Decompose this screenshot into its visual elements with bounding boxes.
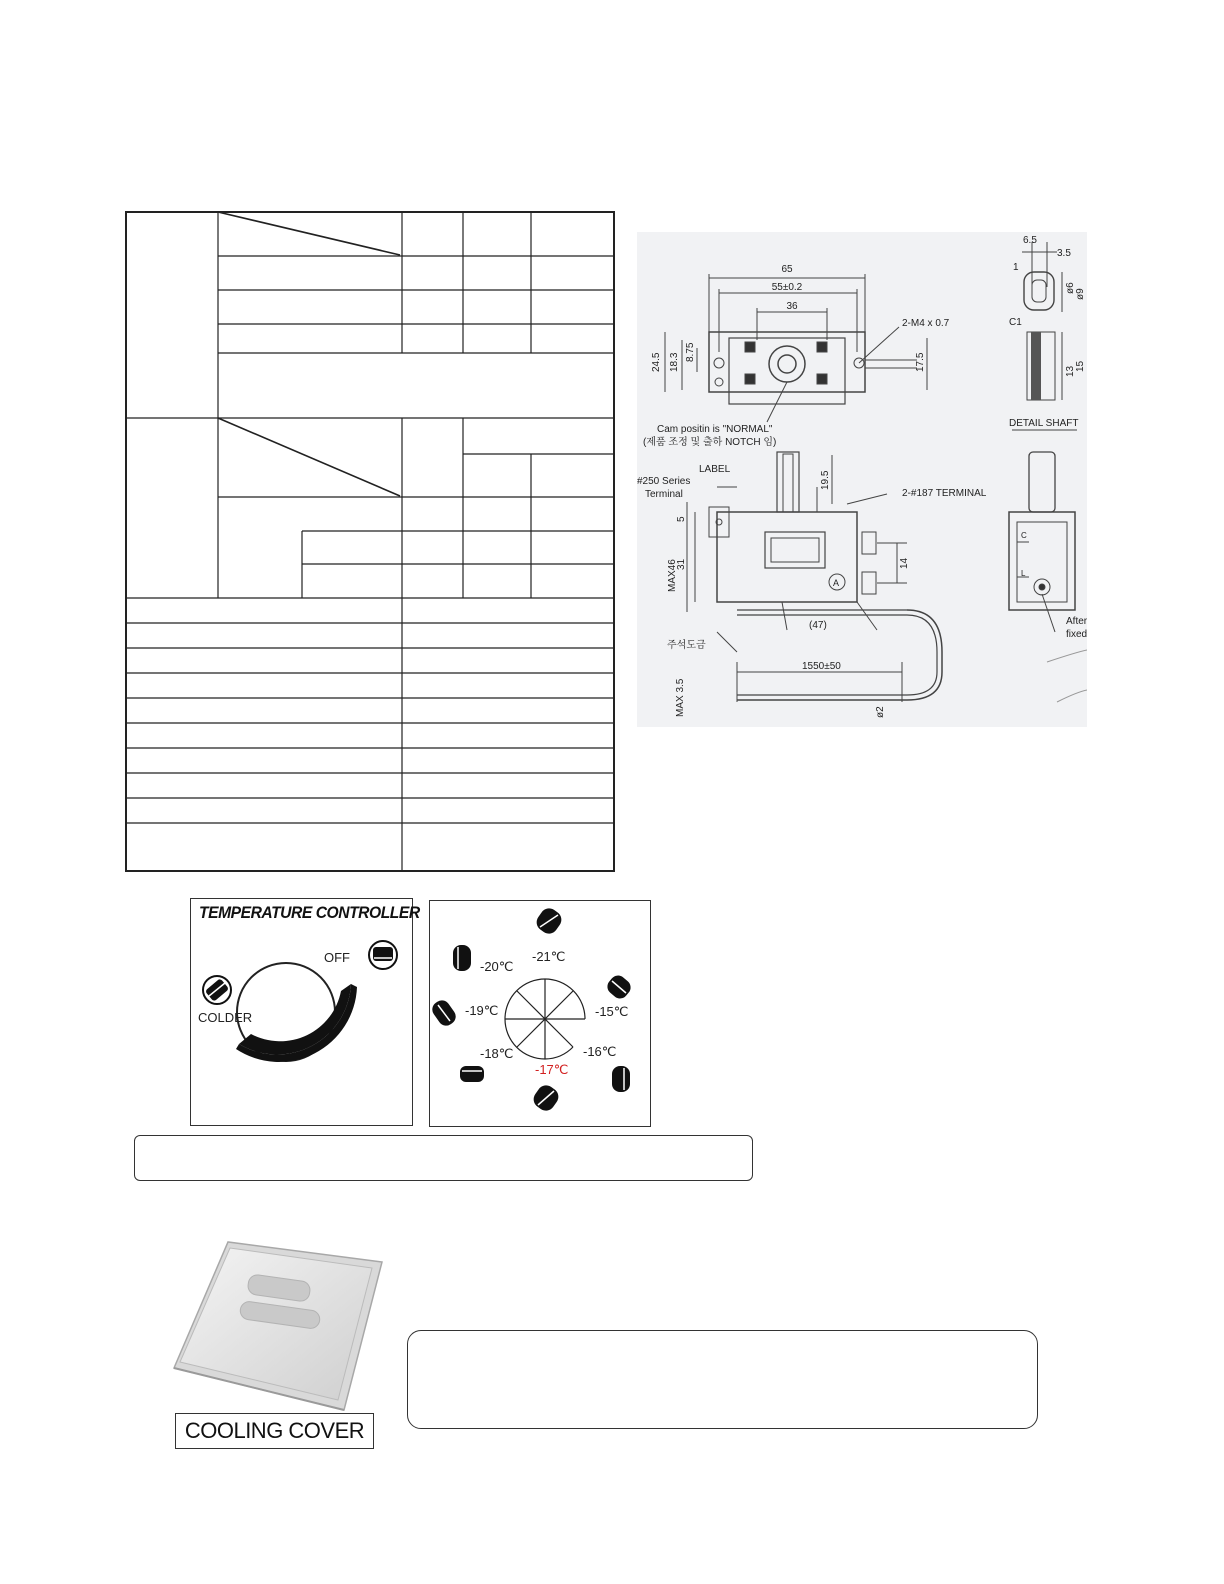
temp-label-minus18: -18℃ <box>480 1046 514 1061</box>
knob-icon-lower-right <box>612 1066 630 1092</box>
note-box-cooling-cover <box>407 1330 1038 1429</box>
detail-shaft-label: DETAIL SHAFT <box>1009 418 1079 429</box>
dim-55: 55±0.2 <box>771 282 803 293</box>
colder-label: COLDER <box>198 1010 253 1025</box>
dim-1: 1 <box>1013 262 1019 273</box>
series-terminal-line1: #250 Series <box>637 476 691 487</box>
dim-max3-5: MAX 3.5 <box>675 678 686 717</box>
terminal-187-label: 2-#187 TERMINAL <box>902 488 987 499</box>
dim-47: (47) <box>809 620 827 631</box>
dim-65: 65 <box>781 264 793 275</box>
dim-15: 15 <box>1075 360 1086 372</box>
temperature-controller-panel <box>190 898 420 1126</box>
label-callout: LABEL <box>699 464 731 475</box>
dim-17-5: 17.5 <box>915 352 926 372</box>
terminal-c: C <box>1021 531 1027 540</box>
dim-8-75: 8.75 <box>685 342 696 362</box>
series-terminal-line2: Terminal <box>645 489 683 500</box>
notch-note: (제품 조정 및 출하 NOTCH 임) <box>643 437 777 448</box>
dim-3-5: 3.5 <box>1057 248 1071 259</box>
dim-phi2: ø2 <box>875 706 886 718</box>
dim-phi9: ø9 <box>1075 288 1086 300</box>
screw-label: 2-M4 x 0.7 <box>902 318 950 329</box>
dim-c1: C1 <box>1009 317 1022 328</box>
korean-note: 주석도금 <box>667 640 706 651</box>
knob-icon-left <box>430 997 459 1029</box>
knob-icon-bottom <box>530 1082 562 1114</box>
dial-settings-panel <box>429 900 651 1127</box>
controller-dial-graphic <box>191 899 414 1127</box>
cam-note: Cam positin is "NORMAL" <box>657 424 773 435</box>
after-label-1: After <box>1066 616 1087 627</box>
dim-max46: MAX46 <box>667 559 678 592</box>
colder-knob-icon <box>203 976 231 1004</box>
off-label: OFF <box>324 950 350 965</box>
dim-18-3: 18.3 <box>669 352 680 372</box>
knob-icon-top <box>533 905 565 937</box>
cooling-cover-label: COOLING COVER <box>175 1413 374 1449</box>
temp-label-minus20: -20℃ <box>480 959 514 974</box>
dim-6-5: 6.5 <box>1023 235 1037 246</box>
controller-title: TEMPERATURE CONTROLLER <box>199 903 420 922</box>
spec-table <box>125 211 615 872</box>
temp-label-minus19: -19℃ <box>465 1003 499 1018</box>
terminal-l: L <box>1021 569 1026 578</box>
temp-label-minus21: -21℃ <box>532 949 566 964</box>
cooling-cover-image <box>168 1228 384 1414</box>
dim-31: 31 <box>676 558 687 570</box>
dim-36: 36 <box>786 301 798 312</box>
dim-13: 13 <box>1065 365 1076 377</box>
dim-5: 5 <box>676 516 687 522</box>
cooling-cover-drawing <box>168 1228 384 1414</box>
temp-label-minus15: -15℃ <box>595 1004 629 1019</box>
temp-label-minus16: -16℃ <box>583 1044 617 1059</box>
mark-a: A <box>833 578 840 588</box>
spec-table-grid <box>125 211 615 872</box>
knob-icon-upper-right <box>604 972 634 1001</box>
thermostat-technical-drawing <box>637 232 1087 727</box>
dim-1550: 1550±50 <box>802 661 841 672</box>
dim-19-5: 19.5 <box>820 470 831 490</box>
dim-24-5: 24.5 <box>651 352 662 372</box>
dial-diagram <box>430 901 652 1128</box>
knob-icon-upper-left <box>453 945 471 971</box>
note-box-controller <box>134 1135 753 1181</box>
dim-phi6: ø6 <box>1065 282 1076 294</box>
drawing-svg <box>637 232 1087 727</box>
dim-14: 14 <box>899 557 910 569</box>
knob-icon-lower-left <box>460 1066 484 1082</box>
temp-label-minus17: -17℃ <box>535 1062 569 1077</box>
after-label-2: fixed <box>1066 629 1087 640</box>
off-knob-icon <box>369 941 397 969</box>
